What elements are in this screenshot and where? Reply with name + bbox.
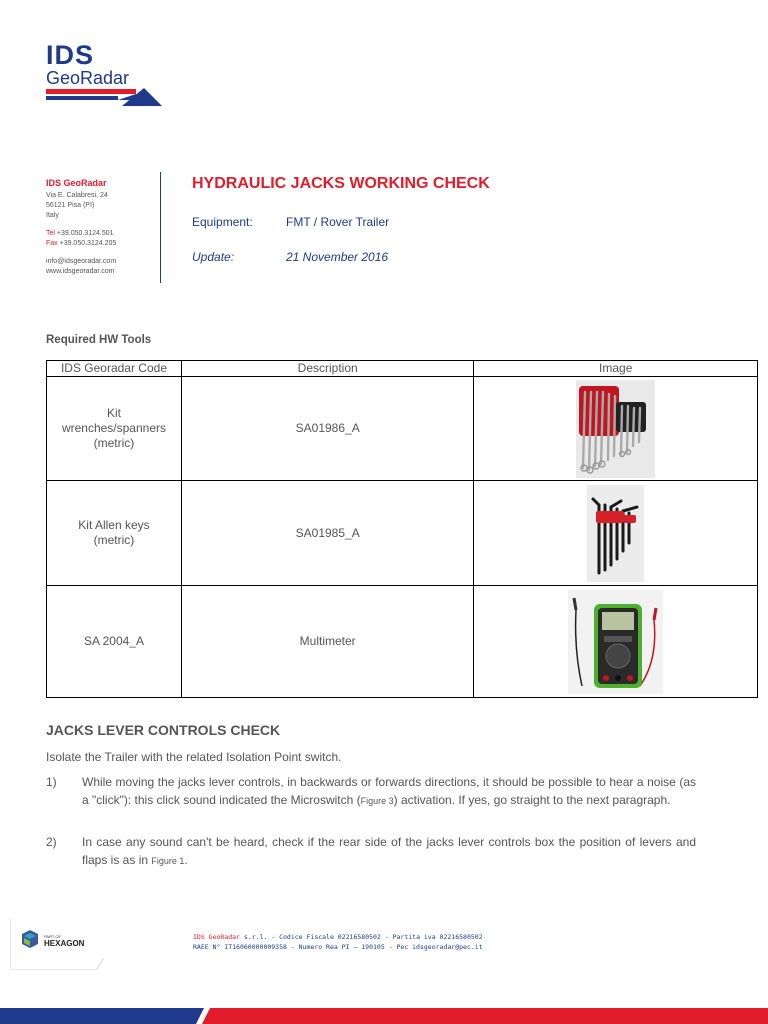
table-row <box>47 586 758 698</box>
allen-keys-image <box>587 485 644 582</box>
cell-code: Kit Allen keys (metric) <box>47 481 182 586</box>
figure-reference[interactable]: Figure 1 <box>151 856 185 866</box>
wrench-set-image <box>576 380 655 478</box>
cell-image <box>474 481 758 586</box>
footer-legal-text <box>193 932 483 952</box>
contact-email[interactable]: info@idsgeoradar.com <box>46 258 117 265</box>
column-header-image: Image <box>474 361 758 377</box>
equipment-value: FMT / Rover Trailer <box>286 215 390 229</box>
update-row <box>192 250 388 264</box>
list-text: While moving the jacks lever controls, in backwards or forwards directions, it should be possible to hear a noise (as a "click"): this click sound indicated the Microswitch (Figure 3) activation. If yes, go straight to the next paragraph. <box>82 775 696 807</box>
footer-color-band <box>0 1008 768 1024</box>
list-item <box>46 773 696 810</box>
contact-country: Italy <box>46 212 59 219</box>
list-item <box>46 833 696 870</box>
cell-image <box>474 586 758 698</box>
logo-band-icon <box>46 88 162 106</box>
contact-address-line1: Via E. Calabresi, 24 <box>46 192 108 199</box>
hexagon-logo <box>10 918 104 970</box>
column-header-code: IDS Georadar Code <box>47 361 182 377</box>
footer-line2: RAEE N° IT16060000009358 - Numero Rea PI – 190105 - Pec idsgeoradar@pec.it <box>193 943 483 951</box>
logo-ids-text: IDS <box>46 40 95 70</box>
cell-description: SA01985_A <box>181 481 473 586</box>
list-text: In case any sound can't be heard, check if the rear side of the jacks lever controls box the position of levers and flaps is as in Figure 1. <box>82 835 696 867</box>
table-row <box>47 481 758 586</box>
contact-address-line2: 56121 Pisa (PI) <box>46 202 95 209</box>
table-header-row <box>47 361 758 377</box>
multimeter-image <box>568 590 663 694</box>
tools-table <box>46 360 758 698</box>
footer-line1: IDS GeoRadar s.r.l. - Codice Fiscale 02216580502 - Partita iva 02216580502 <box>193 933 483 941</box>
hexagon-part-of-text: PART OF <box>44 934 61 939</box>
section-heading: JACKS LEVER CONTROLS CHECK <box>46 722 281 738</box>
update-value: 21 November 2016 <box>286 250 389 264</box>
contact-website[interactable]: www.idsgeoradar.com <box>46 268 115 275</box>
contact-tel: Tel +39.050.3124.501 <box>46 230 114 237</box>
required-tools-label: Required HW Tools <box>46 334 152 346</box>
contact-company: IDS GeoRadar <box>46 178 107 188</box>
column-header-description: Description <box>181 361 473 377</box>
cell-description: Multimeter <box>181 586 473 698</box>
contact-block <box>46 178 154 277</box>
figure-reference[interactable]: Figure 3 <box>360 796 394 806</box>
equipment-row <box>192 215 389 229</box>
cell-description: SA01986_A <box>181 377 473 481</box>
table-row <box>47 377 758 481</box>
sidebar-divider <box>160 172 161 283</box>
equipment-label: Equipment: <box>192 215 253 229</box>
list-number: 2) <box>46 835 57 849</box>
cell-code: SA 2004_A <box>47 586 182 698</box>
logo-georadar-text: GeoRadar <box>46 68 130 88</box>
ids-georadar-logo <box>46 42 166 106</box>
contact-fax: Fax +39.050.3124.205 <box>46 240 117 247</box>
update-label: Update: <box>192 250 235 264</box>
cell-image <box>474 377 758 481</box>
section-intro: Isolate the Trailer with the related Isolation Point switch. <box>46 750 342 764</box>
hexagon-name-text: HEXAGON <box>44 939 85 948</box>
document-title: HYDRAULIC JACKS WORKING CHECK <box>192 175 490 192</box>
cell-code: Kit wrenches/spanners (metric) <box>47 377 182 481</box>
list-number: 1) <box>46 775 57 789</box>
